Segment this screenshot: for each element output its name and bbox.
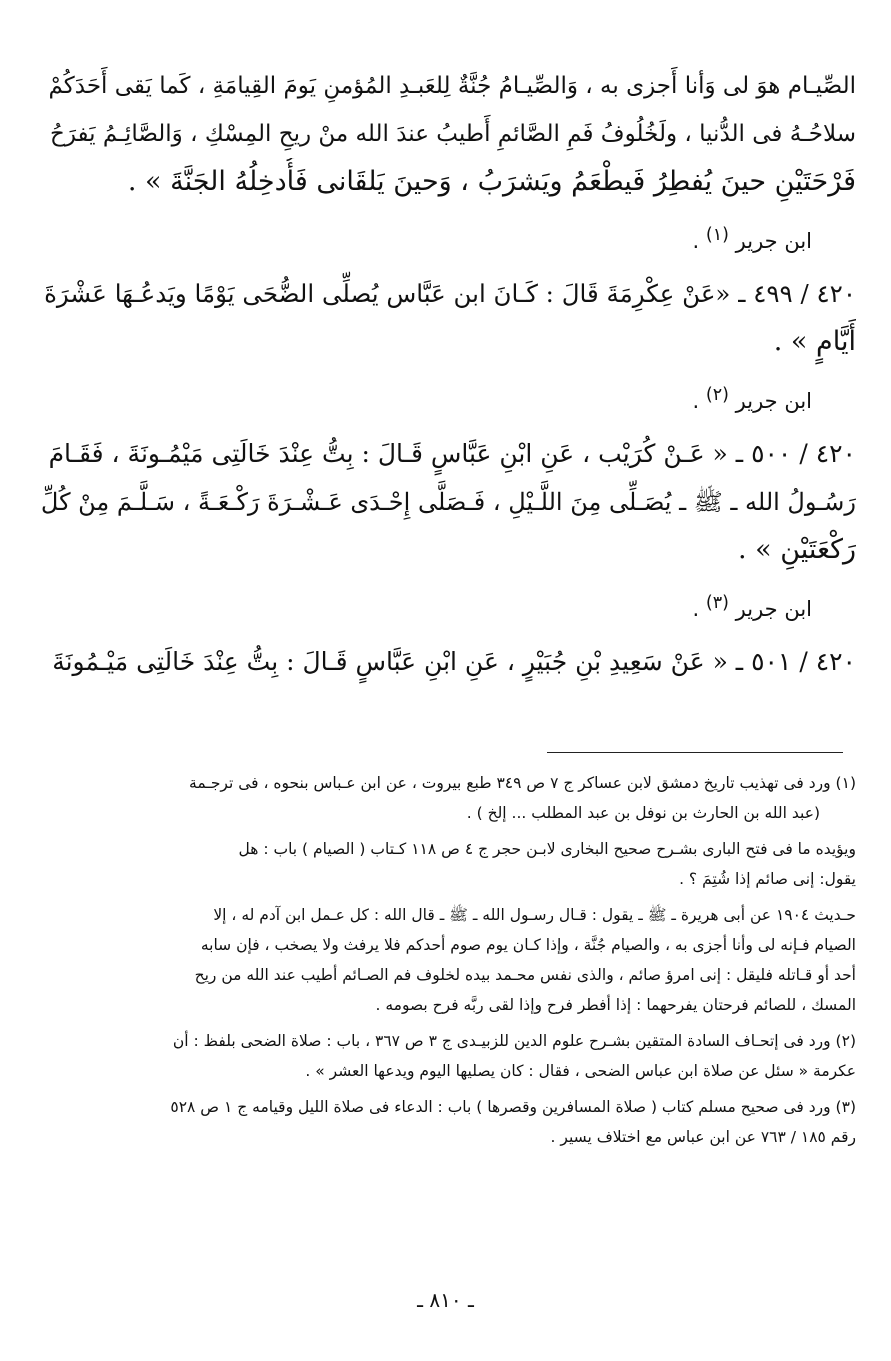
source-citation — [38, 580, 856, 632]
hadith-continuation — [38, 62, 856, 206]
text-line: ٤٢٠ / ٤٩٩ ـ «عَنْ عِكْرِمَةَ قَالَ : كَـانَ ابن عَبَّاس يُصلِّى الضُّحَى يَوْمًا ويَدعُـهَا عَشْرَةَ — [44, 279, 856, 308]
hadith-501 — [38, 638, 856, 686]
footnote-line: (٢) ورد فى إتحـاف السادة المتقين بشـرح علوم الدين للزبيـدى ج ٣ ص ٣٦٧ ، باب : صلاة الضحى بلفظ : أن — [172, 1032, 856, 1050]
page-number: ـ ٨١٠ ـ — [417, 1288, 474, 1312]
footnote-line: يقول: إنى صائم إذا شُتِمَ ؟ . — [679, 870, 856, 888]
footnote-line: أحد أو قـاتله فليقل : إنى امرؤ صائم ، والذى نفس محـمد بيده لخلوف فم الصـائم أطيب عند الله من ريح — [194, 966, 856, 984]
footnote-line: المسك ، للصائم فرحتان يفرحهما : إذا أفطر فرح وإذا لقى ربَّه فرح بصومه . — [375, 996, 856, 1014]
text-line: فَرْحَتَيْنِ حينَ يُفطِرُ فَيطْعَمُ ويَشرَبُ ، وَحينَ يَلقَانى فَأُدخِلُهُ الجَنَّةَ » . — [127, 166, 856, 197]
footnote-1 — [38, 768, 856, 828]
footnote-line: الصيام فـإنه لى وأنا أجزى به ، والصيام جُنَّة ، وإذا كـان يوم صوم أحدكم فلا يرفث ولا يصخب ، فإن سابه — [200, 936, 856, 954]
footnote-line: حـديث ١٩٠٤ عن أبى هريرة ـ ﷺ ـ يقول : قـال رسـول الله ـ ﷺ ـ قال الله : كل عـمل ابن آدم له ، إلا — [213, 906, 856, 924]
footnote-ref[interactable]: (١) — [705, 225, 729, 245]
source-end: . — [692, 229, 700, 253]
footnote-2 — [38, 1026, 856, 1086]
footnote-line: (١) ورد فى تهذيب تاريخ دمشق لابن عساكر ج ٧ ص ٣٤٩ طبع بيروت ، عن ابن عـباس بنحوه ، فى ترجـمة — [189, 774, 856, 792]
footnote-line: عكرمة « سئل عن صلاة ابن عباس الضحى ، فقال : كان يصليها اليوم ويدعها العشر » . — [305, 1062, 856, 1080]
footnote-divider — [547, 752, 843, 753]
source-end: . — [692, 389, 700, 413]
text-line: رَسُـولُ الله ـ ﷺ ـ يُصَـلِّى مِنَ اللَّـيْلِ ، فَـصَلَّى إِحْـدَى عَـشْـرَةَ رَكْـعَـةً ، سَـلَّـمَ مِنْ كُلِّ — [40, 488, 856, 516]
source-end: . — [692, 597, 700, 621]
text-line: الصِّيـام هوَ لى وَأنا أَجزى به ، وَالصِّيـامُ جُنَّةٌ لِلعَبـدِ المُؤمنِ يَومَ القِيامَةِ ، كَما يَقى أَحَدَكُمْ — [48, 73, 856, 99]
text-line: ٤٢٠ / ٥٠٠ ـ « عَـنْ كُرَيْب ، عَنِ ابْنِ عَبَّاسٍ قَـالَ : بِتُّ عِنْدَ خَالَتِى مَيْمُـونَةَ ، فَقَـامَ — [48, 439, 856, 468]
footnote-ref[interactable]: (٣) — [705, 593, 729, 613]
source-name: ابن جرير — [735, 389, 812, 413]
footnote-3 — [38, 1092, 856, 1152]
footnote-1-hadith — [38, 900, 856, 1020]
main-text — [38, 62, 856, 686]
source-citation — [38, 372, 856, 424]
footnote-line: (٣) ورد فى صحيح مسلم كتاب ( صلاة المسافرين وقصرها ) باب : الدعاء فى صلاة الليل وقيامه ج ١ ص ٥٢٨ — [170, 1098, 856, 1116]
text-line: ٤٢٠ / ٥٠١ ـ « عَنْ سَعِيدِ بْنِ جُبَيْرٍ ، عَنِ ابْنِ عَبَّاسٍ قَـالَ : بِتُّ عِنْدَ خَالَتِى مَيْـمُونَةَ — [52, 647, 856, 676]
footnotes — [38, 768, 856, 1152]
footnote-1-support — [38, 834, 856, 894]
footnote-line: رقم ١٨٥ / ٧٦٣ عن ابن عباس مع اختلاف يسير . — [550, 1128, 856, 1146]
source-name: ابن جرير — [735, 229, 812, 253]
footnote-ref[interactable]: (٢) — [705, 385, 729, 405]
hadith-500 — [38, 430, 856, 574]
text-line: رَكْعَتَيْنِ » . — [737, 534, 856, 565]
hadith-499 — [38, 270, 856, 366]
footnote-line: (عبد الله بن الحارث بن نوفل بن عبد المطلب ... إلخ ) . — [466, 804, 820, 822]
source-citation — [38, 212, 856, 264]
source-name: ابن جرير — [735, 597, 812, 621]
text-line: أَيَّامٍ » . — [773, 326, 856, 357]
text-line: سلاحُـهُ فى الدُّنيا ، ولَخُلُوفُ فَمِ الصَّائمِ أَطيبُ عندَ الله منْ ريحِ المِسْكِ ، وَالصَّائِـمُ يَفرَحُ — [50, 121, 856, 147]
footnote-line: ويؤيده ما فى فتح البارى بشـرح صحيح البخارى لابـن حجر ج ٤ ص ١١٨ كـتاب ( الصيام ) باب : هل — [238, 840, 856, 858]
